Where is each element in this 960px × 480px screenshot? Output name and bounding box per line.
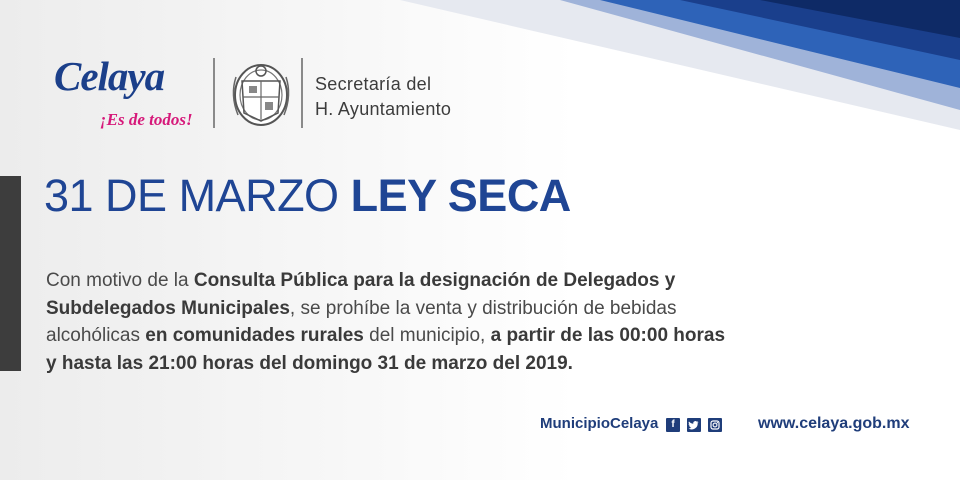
body-line-4: [46, 350, 866, 378]
page-title: [44, 170, 571, 222]
website-link[interactable]: www.celaya.gob.mx: [758, 415, 910, 432]
left-accent-bar: [0, 176, 21, 371]
body-segment: en comunidades rurales: [145, 325, 364, 346]
department-line-2: H. Ayuntamiento: [315, 99, 452, 119]
department-line-1: Secretaría del: [315, 74, 432, 94]
announcement-text: [46, 267, 866, 377]
social-handle[interactable]: MunicipioCelaya: [540, 415, 659, 432]
title-headline: LEY SECA: [350, 170, 571, 221]
body-line-3: [46, 322, 866, 350]
divider-left: [213, 58, 215, 128]
body-segment: y hasta las 21:00 horas del domingo 31 de marzo del 2019.: [46, 352, 573, 374]
body-segment: Consulta Pública para la designación de Delegados y: [193, 270, 676, 291]
divider-right: [301, 58, 303, 128]
body-line-2: [46, 295, 866, 323]
body-segment: a partir de las 00:00 horas: [490, 325, 726, 346]
body-line-1: [46, 267, 866, 295]
instagram-icon[interactable]: [708, 418, 722, 432]
celaya-logo: [54, 52, 204, 132]
facebook-icon[interactable]: f: [666, 418, 680, 432]
body-segment: Con motivo de la: [46, 270, 194, 291]
logo-tagline: ¡Es de todos!: [100, 110, 193, 129]
body-segment: alcohólicas: [46, 325, 146, 346]
municipal-seal-icon: [226, 57, 296, 129]
department-name: [315, 72, 451, 122]
body-segment: del municipio,: [363, 325, 491, 346]
twitter-icon[interactable]: [687, 418, 701, 432]
body-segment: Subdelegados Municipales: [46, 297, 290, 319]
logo-name: Celaya: [54, 53, 165, 99]
title-date: 31 DE MARZO: [44, 170, 339, 221]
body-segment: , se prohíbe la venta y distribución de bebidas: [289, 297, 677, 319]
